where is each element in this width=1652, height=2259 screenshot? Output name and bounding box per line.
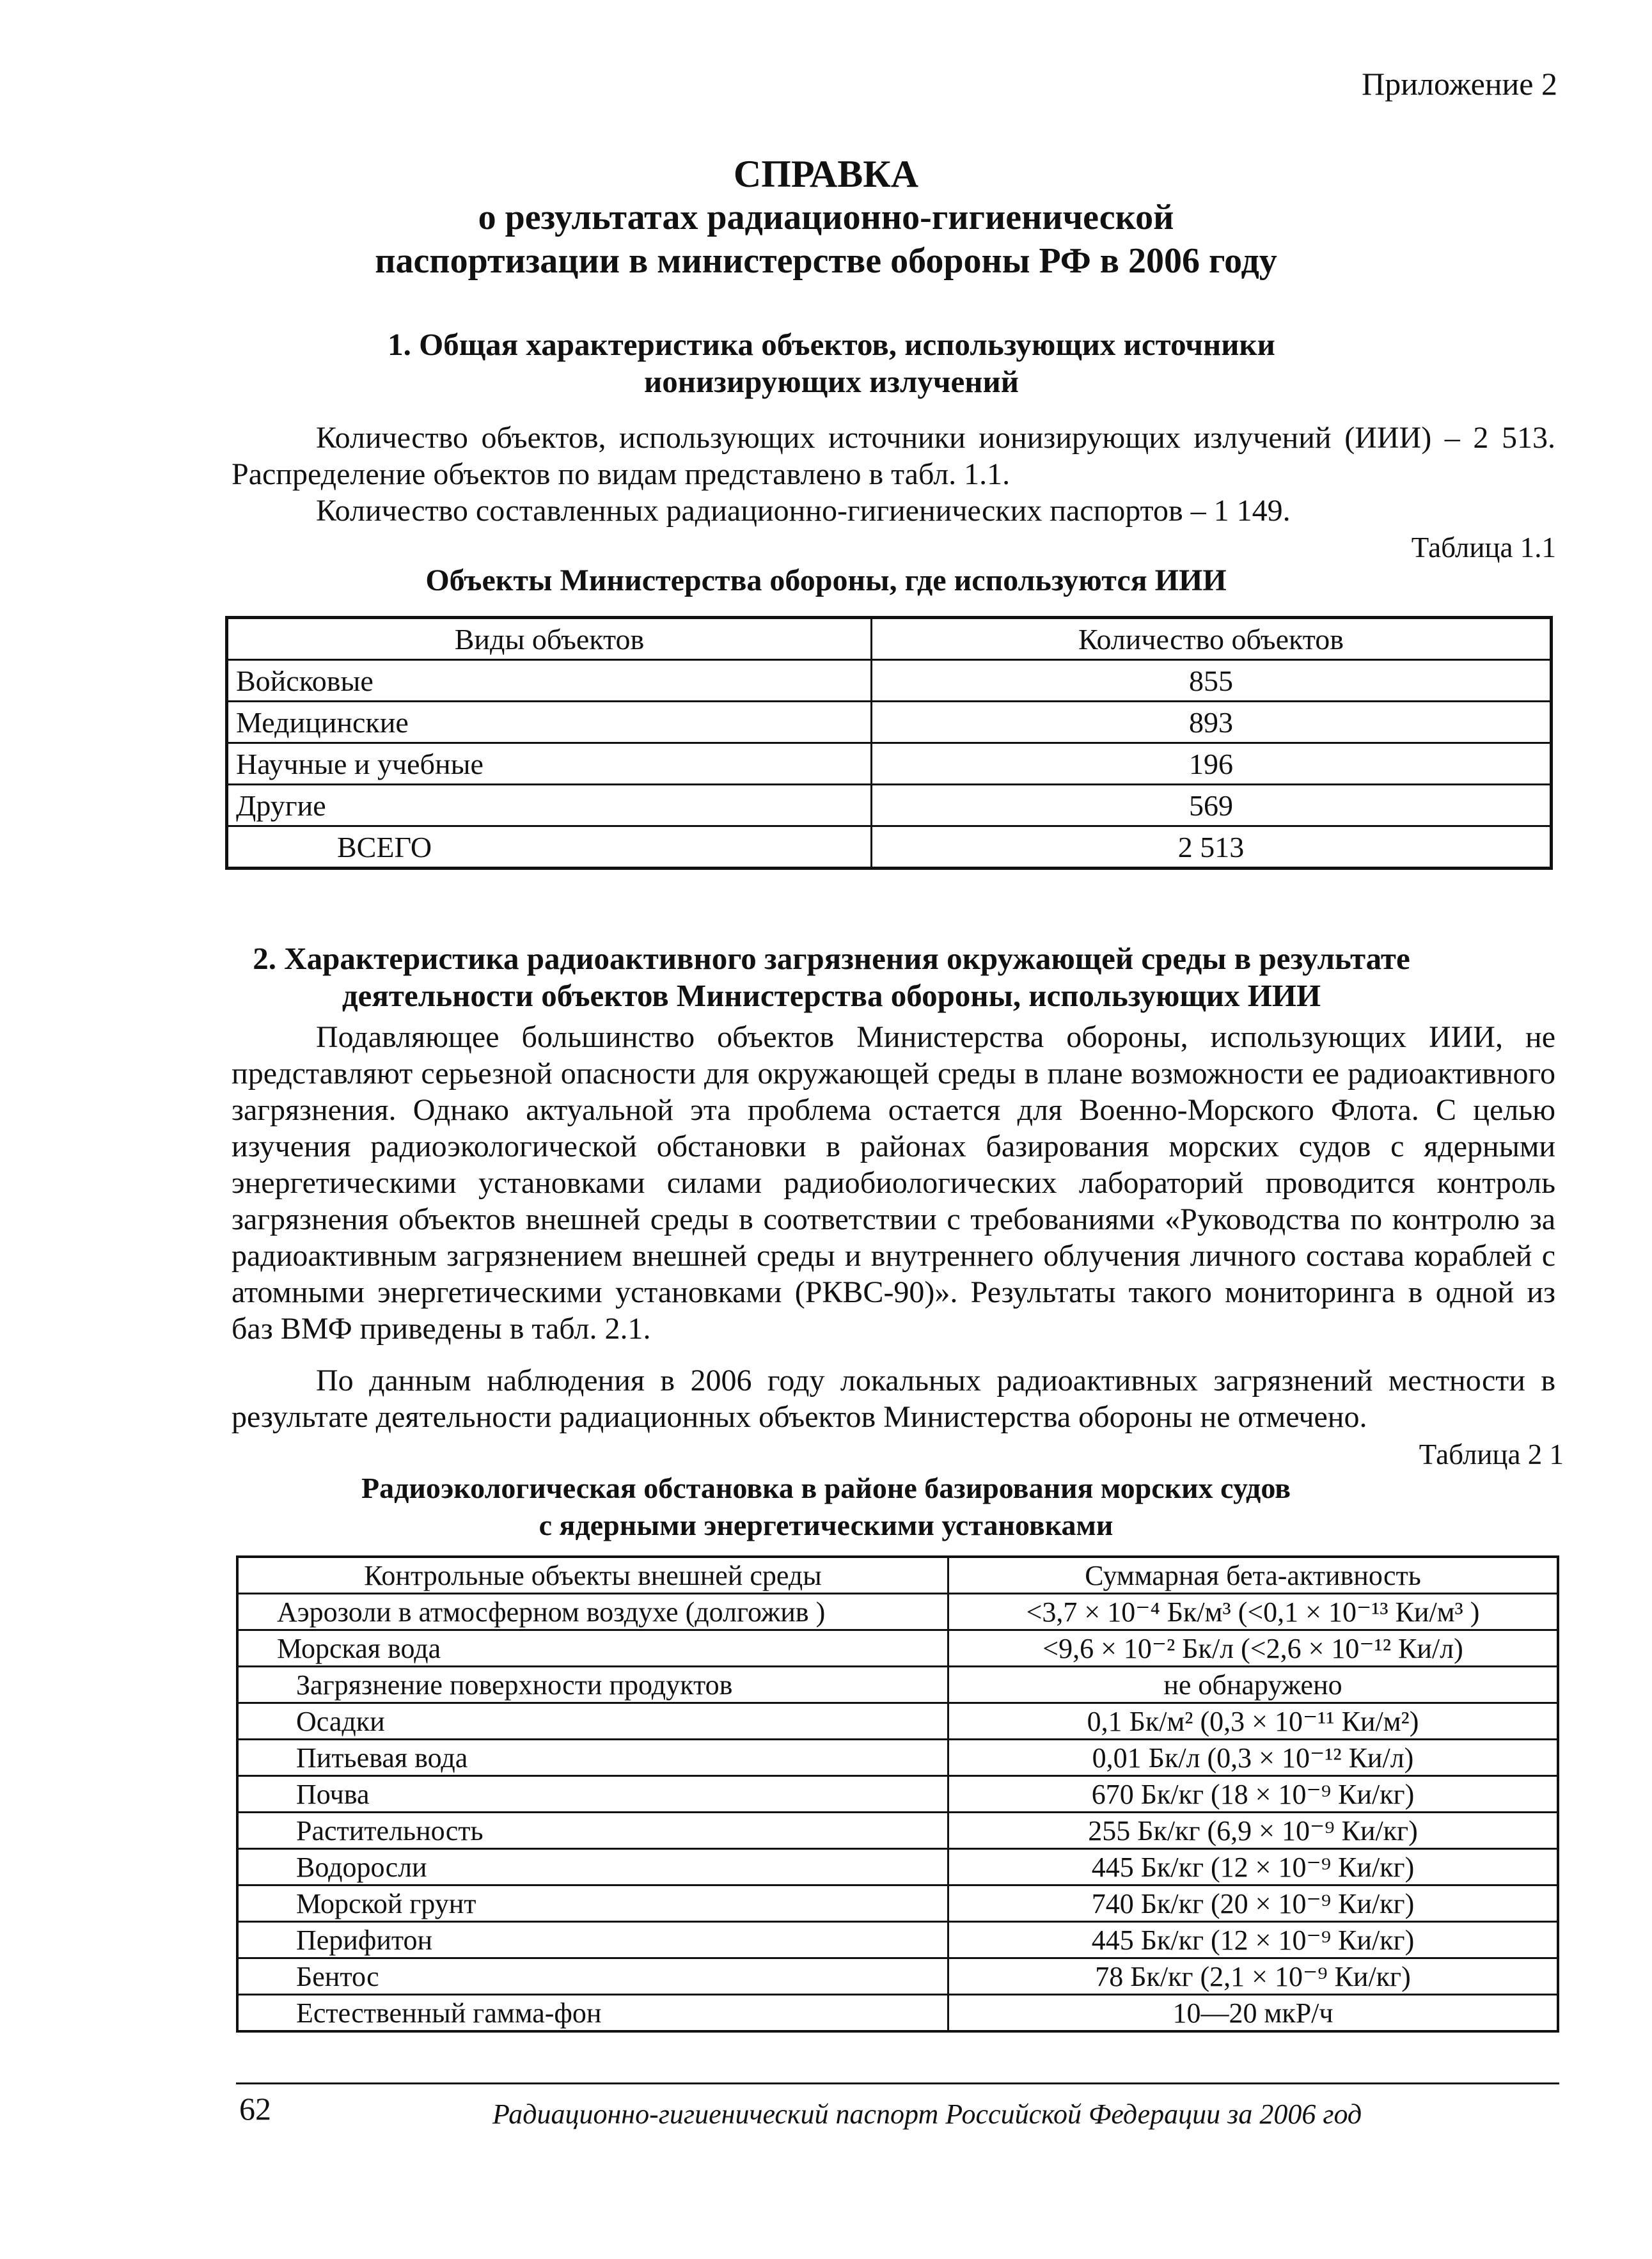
footer-text: Радиационно-гигиенический паспорт Российской Федерации за 2006 год — [492, 2098, 1362, 2130]
table-row — [237, 1667, 1558, 1703]
table-header-row — [227, 618, 1552, 660]
table-row — [227, 660, 1552, 702]
environment-object: Перифитон — [237, 1922, 948, 1958]
table-row — [237, 1885, 1558, 1922]
environment-object: Загрязнение поверхности продуктов — [237, 1667, 948, 1703]
section2-heading-line-2: деятельности объектов Министерства обороны, использующих ИИИ — [342, 978, 1321, 1013]
object-count: 893 — [872, 702, 1552, 743]
beta-activity: <9,6 × 10⁻² Бк/л (<2,6 × 10⁻¹² Ки/л) — [948, 1630, 1559, 1667]
beta-activity: <3,7 × 10⁻⁴ Бк/м³ (<0,1 × 10⁻¹³ Ки/м³ ) — [948, 1594, 1559, 1630]
section1-para1-text: Количество объектов, использующих источники ионизирующих излучений (ИИИ) – 2 513. Распределение объектов по видам представлено в табл. 1.1. — [232, 421, 1555, 491]
section2-para2-text: По данным наблюдения в 2006 году локальных радиоактивных загрязнений местности в результате деятельности радиационных объектов Министерства обороны не отмечено. — [232, 1364, 1555, 1434]
section2-heading-line-1: 2. Характеристика радиоактивного загрязнения окружающей среды в результате — [253, 941, 1410, 976]
table-row — [227, 702, 1552, 743]
document-subtitle — [0, 196, 1652, 283]
table2-title — [0, 1470, 1652, 1544]
section2-paragraph-1 — [232, 1019, 1555, 1347]
beta-activity: 78 Бк/кг (2,1 × 10⁻⁹ Ки/кг) — [948, 1958, 1559, 1995]
object-count: 196 — [872, 743, 1552, 785]
beta-activity: 0,01 Бк/л (0,3 × 10⁻¹² Ки/л) — [948, 1740, 1559, 1776]
table-row — [227, 785, 1552, 826]
table-row — [237, 1776, 1558, 1813]
object-type: Медицинские — [227, 702, 872, 743]
section1-paragraph-1 — [232, 420, 1555, 492]
environment-object: Естественный гамма-фон — [237, 1995, 948, 2032]
section2-heading — [160, 940, 1503, 1014]
appendix-label: Приложение 2 — [1362, 66, 1557, 102]
object-type: Войсковые — [227, 660, 872, 702]
document-title: СПРАВКА — [733, 153, 919, 195]
environment-object: Осадки — [237, 1703, 948, 1740]
table-row — [237, 1922, 1558, 1958]
total-count: 2 513 — [872, 826, 1552, 869]
object-count: 855 — [872, 660, 1552, 702]
section1-heading-line-1: 1. Общая характеристика объектов, использующих источники — [388, 327, 1275, 362]
table-header-row — [237, 1557, 1558, 1594]
environment-object: Водоросли — [237, 1849, 948, 1885]
beta-activity: 445 Бк/кг (12 × 10⁻⁹ Ки/кг) — [948, 1849, 1559, 1885]
page-number: 62 — [239, 2091, 271, 2127]
radioecology-table-body — [237, 1594, 1558, 2032]
column-header-count: Количество объектов — [872, 618, 1552, 660]
table-row — [237, 1995, 1558, 2032]
table-row — [237, 1813, 1558, 1849]
section1-paragraph-2 — [232, 492, 1555, 529]
table-row — [237, 1594, 1558, 1630]
environment-object: Почва — [237, 1776, 948, 1813]
table-row — [237, 1958, 1558, 1995]
table-row — [237, 1849, 1558, 1885]
column-header-type: Виды объектов — [227, 618, 872, 660]
table1-label: Таблица 1.1 — [1411, 531, 1556, 563]
environment-object: Растительность — [237, 1813, 948, 1849]
objects-table — [225, 616, 1553, 870]
total-label: ВСЕГО — [227, 826, 872, 869]
environment-object: Аэрозоли в атмосферном воздухе (долгожив ) — [237, 1594, 948, 1630]
table2-title-line-2: с ядерными энергетическими установками — [539, 1509, 1113, 1541]
object-type: Другие — [227, 785, 872, 826]
section1-heading — [192, 326, 1471, 400]
object-count: 569 — [872, 785, 1552, 826]
subtitle-line-2: паспортизации в министерстве обороны РФ в 2006 году — [375, 241, 1277, 281]
section1-para2-text: Количество составленных радиационно-гигиенических паспортов – 1 149. — [316, 494, 1291, 528]
beta-activity: не обнаружено — [948, 1667, 1559, 1703]
section2-paragraph-2 — [232, 1362, 1555, 1435]
beta-activity: 740 Бк/кг (20 × 10⁻⁹ Ки/кг) — [948, 1885, 1559, 1922]
column-header-activity: Суммарная бета-активность — [948, 1557, 1559, 1594]
section1-heading-line-2: ионизирующих излучений — [643, 364, 1019, 399]
table-row — [237, 1740, 1558, 1776]
table-row — [227, 743, 1552, 785]
column-header-object: Контрольные объекты внешней среды — [237, 1557, 948, 1594]
subtitle-line-1: о результатах радиационно-гигиенической — [478, 198, 1174, 237]
table-total-row — [227, 826, 1552, 869]
footer-divider — [236, 2082, 1559, 2084]
beta-activity: 255 Бк/кг (6,9 × 10⁻⁹ Ки/кг) — [948, 1813, 1559, 1849]
section2-para1-text: Подавляющее большинство объектов Министерства обороны, использующих ИИИ, не представляют серьезной опасности для окружающей среды в плане возможности ее радиоактивного загрязнения. Однако актуальной эта проблема остается для Военно-Морского Флота. С целью изучения радиоэкологической обстановки в районах базирования морских судов с ядерными энергетическими установками силами радиобиологических лабораторий проводится контроль загрязнения объектов внешней среды в соответствии с требованиями «Руководства по контролю за радиоактивным загрязнением внешней среды и внутреннего облучения личного состава кораблей с атомными энергетическими установками (РКВС-90)». Результаты такого мониторинга в одной из баз ВМФ приведены в табл. 2.1. — [232, 1020, 1555, 1346]
table2-title-line-1: Радиоэкологическая обстановка в районе базирования морских судов — [361, 1472, 1291, 1504]
environment-object: Бентос — [237, 1958, 948, 1995]
beta-activity: 0,1 Бк/м² (0,3 × 10⁻¹¹ Ки/м²) — [948, 1703, 1559, 1740]
radioecology-table — [236, 1555, 1559, 2033]
table1-title: Объекты Министерства обороны, где используются ИИИ — [425, 563, 1227, 597]
table-row — [237, 1630, 1558, 1667]
environment-object: Морской грунт — [237, 1885, 948, 1922]
table2-label: Таблица 2 1 — [1419, 1438, 1564, 1470]
environment-object: Питьевая вода — [237, 1740, 948, 1776]
beta-activity: 445 Бк/кг (12 × 10⁻⁹ Ки/кг) — [948, 1922, 1559, 1958]
environment-object: Морская вода — [237, 1630, 948, 1667]
object-type: Научные и учебные — [227, 743, 872, 785]
beta-activity: 670 Бк/кг (18 × 10⁻⁹ Ки/кг) — [948, 1776, 1559, 1813]
beta-activity: 10—20 мкР/ч — [948, 1995, 1559, 2032]
table-row — [237, 1703, 1558, 1740]
